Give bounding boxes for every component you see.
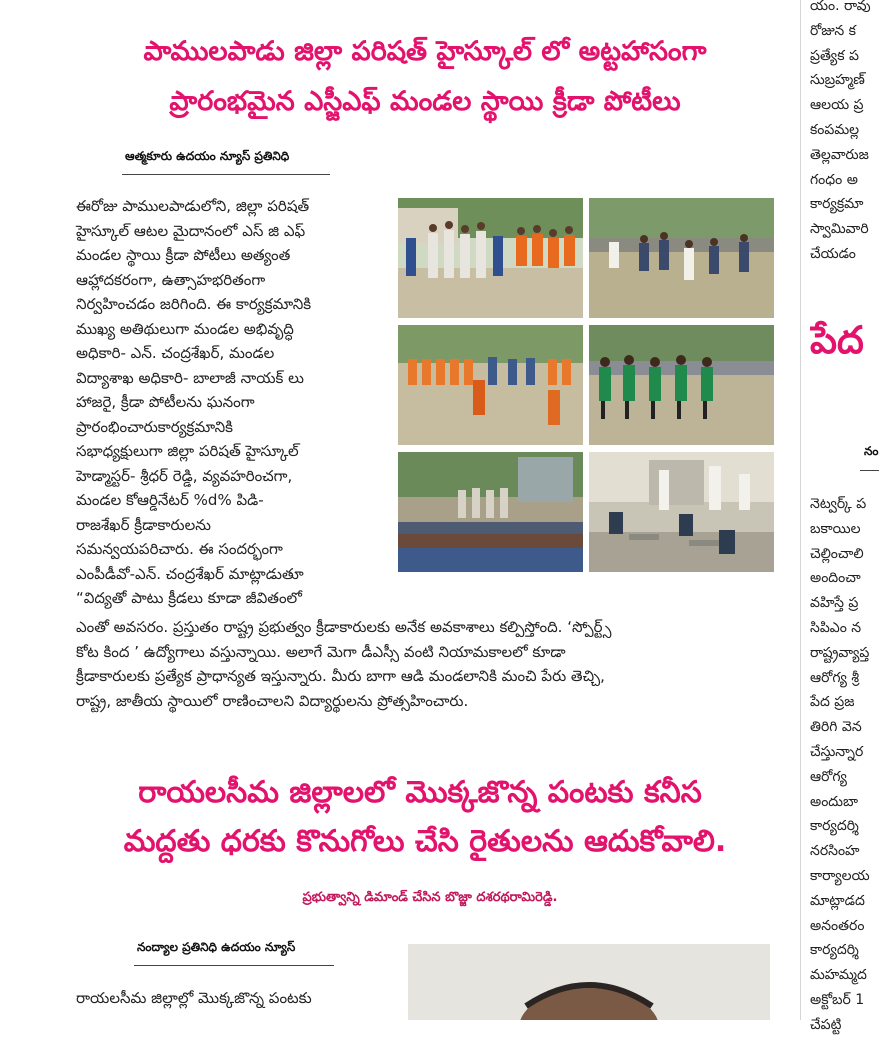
right-column-line: అందుబా — [810, 793, 859, 810]
article1-body-full — [76, 615, 766, 713]
article1-body-line: ఎంతో అవసరం. ప్రస్తుతం రాష్ట్ర ప్రభుత్వం క్రీడాకారులకు అనేక అవకాశాలు కల్పిస్తోంది. ‘స్పోర్ట్స్ — [76, 618, 612, 636]
article1-body-line: “విద్యతో పాటు క్రీడలు కూడా జీవితంలో — [76, 589, 302, 607]
article1-headline-line2: ప్రారంభమైన ఎస్జీఎఫ్ మండల స్థాయి క్రీడా పోటీలు — [169, 86, 681, 117]
right-column-line: ఆరోగ్య శ్రీ — [810, 669, 860, 686]
article1-body-line: ఈరోజు పాములపాడులోని, జిల్లా పరిషత్ — [76, 197, 310, 215]
right-column-body-text — [810, 492, 879, 1038]
article1-body-line: మండల కోఆర్డినేటర్ %d% పిడి- — [76, 491, 264, 509]
photo-girls-game — [398, 325, 583, 445]
right-column-line: పేద ప్రజ — [810, 694, 855, 711]
article1-headline-line1: పాములపాడు జిల్లా పరిషత్ హైస్కూల్ లో అట్టహాసంగా — [143, 36, 707, 67]
right-column-line: మాట్లాడద — [810, 892, 865, 909]
article1-body-line: హాజరై, క్రీడా పోటీలను ఘనంగా — [76, 393, 255, 411]
right-column-line: అనంతరం — [810, 917, 865, 934]
right-column-byline: నం — [864, 444, 879, 458]
right-column-line: కార్యక్రమా — [810, 196, 864, 213]
article1-body-line: మండల స్థాయి క్రీడా పోటీలు అత్యంత — [76, 246, 291, 264]
right-column-line: వహిస్తే ప్ర — [810, 595, 859, 612]
article1-body-line: క్రీడాకారులకు ప్రత్యేక ప్రాధాన్యత ఇస్తున్నారు. మీరు బాగా ఆడి మండలానికి మంచి పేరు తెచ్చి, — [76, 667, 605, 685]
right-column-line: ఆరోగ్య — [810, 768, 847, 785]
right-column-line: రోజున క — [810, 22, 856, 39]
right-column-line: చేపట్టి — [810, 1016, 842, 1033]
right-column-line: చేయడం — [810, 245, 856, 262]
article1-body-line: ఎంపీడీవో-ఎన్. చంద్రశేఖర్ మాట్లాడుతూ — [76, 564, 304, 583]
article2-body-line: రాయలసీమ జిల్లాల్లో మొక్కజొన్న పంటకు — [76, 989, 312, 1007]
article1-body-line: సభాధ్యక్షులుగా జిల్లా పరిషత్ హైస్కూల్ — [76, 442, 299, 460]
right-column-line: చెల్లించాలి — [810, 545, 864, 562]
article2-byline: నంద్యాల ప్రతినిధి ఉదయం న్యూస్ — [137, 940, 296, 954]
article1-body-line: సమన్వయపరిచారు. ఈ సందర్భంగా — [76, 540, 283, 558]
right-column-line: తెల్లవారుజ — [810, 146, 869, 163]
article2-subhead: ప్రభుత్వాన్ని డిమాండ్ చేసిన బొజ్జా దశరథరామిరెడ్డి. — [302, 890, 558, 905]
photo-portrait — [408, 944, 770, 1020]
right-column-line: ప్రత్యేక ప — [810, 47, 859, 64]
article1-body-line: అధికారి- ఎన్. చంద్రశేఖర్, మండల — [76, 344, 275, 362]
right-column-line: కార్యదర్శి — [810, 942, 859, 959]
article1-body-line: ప్రారంభించారుకార్యక్రమానికి — [76, 417, 233, 436]
right-column-line: యం. రావు — [810, 0, 871, 14]
right-column-line: నరసింహ — [810, 843, 860, 860]
right-column-line: తిరిగి వెన — [810, 719, 862, 736]
right-column-line: ఆలయ ప్ర — [810, 97, 864, 114]
article1-body-line: హెడ్మాస్టర్- శ్రీధర్ రెడ్డి, వ్యవహరించగా, — [76, 466, 293, 485]
article1-byline: ఆత్మకూరు ఉదయం న్యూస్ ప్రతినిధి — [125, 149, 290, 163]
right-column-headline: పేద — [810, 318, 864, 362]
article1-byline-rule — [122, 174, 330, 175]
article1-body-line: ఆహ్లాదకరంగా, ఉత్సాహభరితంగా — [76, 270, 266, 289]
right-column-line: కార్యదర్శి — [810, 818, 859, 835]
article1-body-column — [76, 194, 386, 611]
right-column-line: రాష్ట్రవ్యాప్త — [810, 644, 870, 661]
right-column-line: స్వామివారి — [810, 221, 869, 238]
right-column-line: చేస్తున్నార — [810, 743, 864, 760]
right-column-top-text — [810, 0, 879, 267]
article1-body-line: హైస్కూల్ ఆటల మైదానంలో ఎస్ జి ఎఫ్ — [76, 221, 306, 240]
article2-headline-line1: రాయలసీమ జిల్లాలలో మొక్కజొన్న పంటకు కనీస — [138, 775, 702, 810]
right-column-line: నెట్వర్క్ ప — [810, 496, 867, 512]
photo-kabaddi-match — [589, 198, 774, 318]
right-column-line: కార్యాలయ — [810, 867, 870, 884]
article1-body-line: విద్యాశాఖ అధికారి- బాలాజీ నాయక్ లు — [76, 368, 304, 387]
column-divider — [800, 0, 801, 1020]
article1-body-line: కోట కింద ’ ఉద్యోగాలు వస్తున్నాయి. అలాగే మెగా డీఎస్సీ వంటి నియామకాలలో కూడా — [76, 642, 566, 661]
right-column-line: బకాయిల — [810, 520, 861, 537]
right-column-line: సుబ్రహ్మణ్ — [810, 72, 865, 89]
photo-opening-ceremony — [398, 198, 583, 318]
article1-body-line: రాజశేఖర్ క్రీడాకారులను — [76, 515, 211, 534]
right-column-line: సిపిఎం న — [810, 619, 862, 636]
right-column-line: మహమ్మద — [810, 967, 867, 984]
article2-byline-rule — [134, 965, 334, 966]
right-column-line: గంధం అ — [810, 171, 858, 188]
photo-green-team — [589, 325, 774, 445]
article1-body-line: రాష్ట్ర, జాతీయ స్థాయిలో రాణించాలని విద్యార్థులను ప్రోత్సహించారు. — [76, 691, 469, 710]
photo-chess-hall — [589, 452, 774, 572]
right-column-line: కంపమల్ల — [810, 121, 860, 138]
photo-seated-students — [398, 452, 583, 572]
article1-body-line: నిర్వహించడం జరిగింది. ఈ కార్యక్రమానికి — [76, 295, 312, 313]
right-column-byline-rule — [860, 470, 879, 471]
article1-body-line: ముఖ్య అతిథులుగా మండల అభివృద్ధి — [76, 319, 294, 338]
right-column-line: అందించా — [810, 570, 861, 587]
article2-headline-line2: మద్దతు ధరకు కొనుగోలు చేసి రైతులను ఆదుకోవాలి. — [123, 824, 727, 859]
right-column-line: అక్టోబర్ 1 — [810, 991, 865, 1008]
